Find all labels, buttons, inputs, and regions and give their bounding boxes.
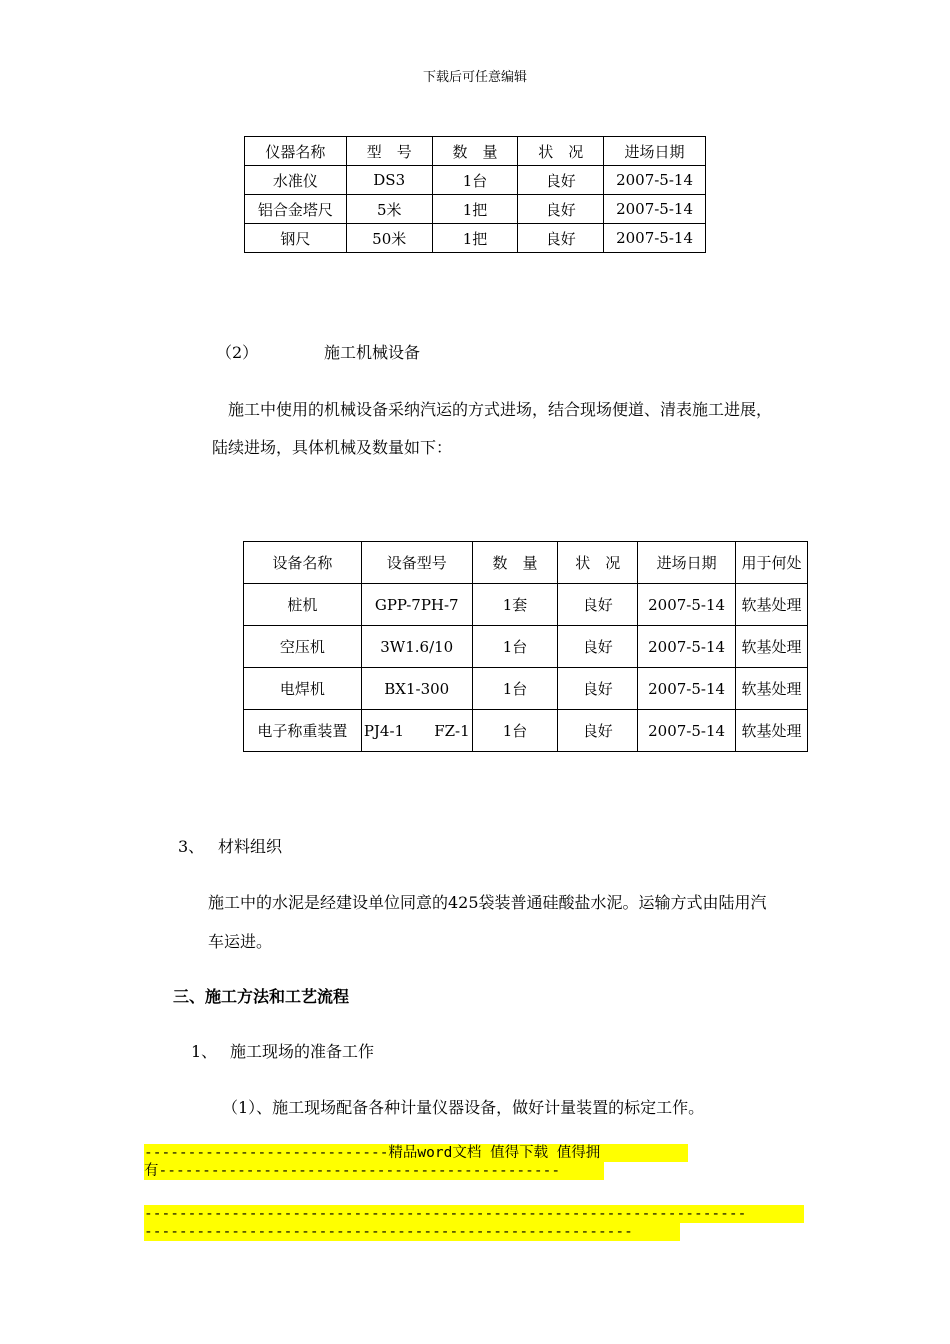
section-2-paragraph-line-2: 陆续进场，具体机械及数量如下： (212, 438, 453, 457)
table-cell: 2007-5-14 (638, 710, 736, 752)
table-cell: 1把 (432, 224, 518, 253)
table-cell: 良好 (518, 224, 604, 253)
model-split-left: PJ4-1 (363, 721, 405, 740)
table-header-cell: 状 况 (558, 542, 638, 584)
table-row (245, 195, 706, 224)
section-3-paragraph-line-1: 施工中的水泥是经建设单位同意的425袋装普通硅酸盐水泥。运输方式由陆用汽 (208, 893, 767, 912)
table-cell: 良好 (518, 195, 604, 224)
section-2-paragraph-line-1: 施工中使用的机械设备采纳汽运的方式进场，结合现场便道、清表施工进展， (228, 400, 773, 419)
table-header-cell: 用于何处 (736, 542, 808, 584)
table-row (244, 710, 808, 752)
table-cell: 软基处理 (736, 710, 808, 752)
section-3-paragraph-line-2: 车运进。 (208, 932, 273, 951)
table-row (245, 224, 706, 253)
item-1-1-text: （1）、施工现场配备各种计量仪器设备，做好计量装置的标定工作。 (222, 1098, 705, 1117)
table-header-cell: 进场日期 (638, 542, 736, 584)
section-2-number: （2） (216, 343, 259, 362)
table-cell-model-split (361, 710, 472, 752)
instrument-table (244, 136, 706, 253)
table-row (244, 626, 808, 668)
table-header-cell: 型 号 (346, 137, 432, 166)
table-header-cell: 仪器名称 (245, 137, 347, 166)
table-cell: 水准仪 (245, 166, 347, 195)
table-cell: 良好 (518, 166, 604, 195)
chapter-heading: 三、施工方法和工艺流程 (173, 987, 350, 1006)
table-header-cell: 数 量 (432, 137, 518, 166)
table-cell: BX1-300 (361, 668, 472, 710)
table-cell: 50米 (346, 224, 432, 253)
item-1-number: 1、 (191, 1042, 218, 1061)
table-row (244, 584, 808, 626)
table-cell: GPP-7PH-7 (361, 584, 472, 626)
table-cell: 2007-5-14 (638, 626, 736, 668)
table-cell: 钢尺 (245, 224, 347, 253)
table-row (245, 166, 706, 195)
table-header-cell: 设备型号 (361, 542, 472, 584)
table-cell: 1台 (432, 166, 518, 195)
machinery-table (243, 541, 808, 752)
table-cell: 5米 (346, 195, 432, 224)
table-header-row (245, 137, 706, 166)
item-1-title: 施工现场的准备工作 (230, 1042, 375, 1061)
page-header: 下载后可任意编辑 (422, 70, 527, 85)
table-cell: 1套 (472, 584, 558, 626)
table-cell: DS3 (346, 166, 432, 195)
table-cell: 电焊机 (244, 668, 362, 710)
table-cell: 2007-5-14 (638, 584, 736, 626)
footer-highlight-line-4: -------------------------------------------------------- (144, 1223, 680, 1241)
table-cell: 良好 (558, 668, 638, 710)
table-cell: 2007-5-14 (604, 195, 706, 224)
table-cell: 2007-5-14 (604, 224, 706, 253)
table-cell: 2007-5-14 (604, 166, 706, 195)
footer-highlight-line-1: ----------------------------精品word文档 值得下载 值得拥 (144, 1144, 688, 1162)
table-cell: 良好 (558, 584, 638, 626)
table-cell: 良好 (558, 710, 638, 752)
table-cell: 软基处理 (736, 626, 808, 668)
table-cell: 1台 (472, 668, 558, 710)
table-cell: 铝合金塔尺 (245, 195, 347, 224)
table-cell: 2007-5-14 (638, 668, 736, 710)
section-3-title: 材料组织 (218, 837, 283, 856)
table-cell: 1把 (432, 195, 518, 224)
table-header-cell: 状 况 (518, 137, 604, 166)
table-cell: 软基处理 (736, 584, 808, 626)
table-header-cell: 数 量 (472, 542, 558, 584)
table-cell: 软基处理 (736, 668, 808, 710)
table-row (244, 668, 808, 710)
footer-highlight-line-3: --------------------------------------------------------------------- (144, 1205, 804, 1223)
section-3-number: 3、 (178, 837, 205, 856)
table-cell: 1台 (472, 710, 558, 752)
table-cell: 电子称重装置 (244, 710, 362, 752)
table-cell: 1台 (472, 626, 558, 668)
model-split-right: FZ-1 (434, 721, 470, 740)
table-cell: 桩机 (244, 584, 362, 626)
table-cell: 良好 (558, 626, 638, 668)
table-header-cell: 设备名称 (244, 542, 362, 584)
footer-highlight-line-2: 有---------------------------------------------- (144, 1162, 604, 1180)
section-2-title: 施工机械设备 (324, 343, 421, 362)
table-header-row (244, 542, 808, 584)
table-cell: 3W1.6/10 (361, 626, 472, 668)
table-cell: 空压机 (244, 626, 362, 668)
table-header-cell: 进场日期 (604, 137, 706, 166)
